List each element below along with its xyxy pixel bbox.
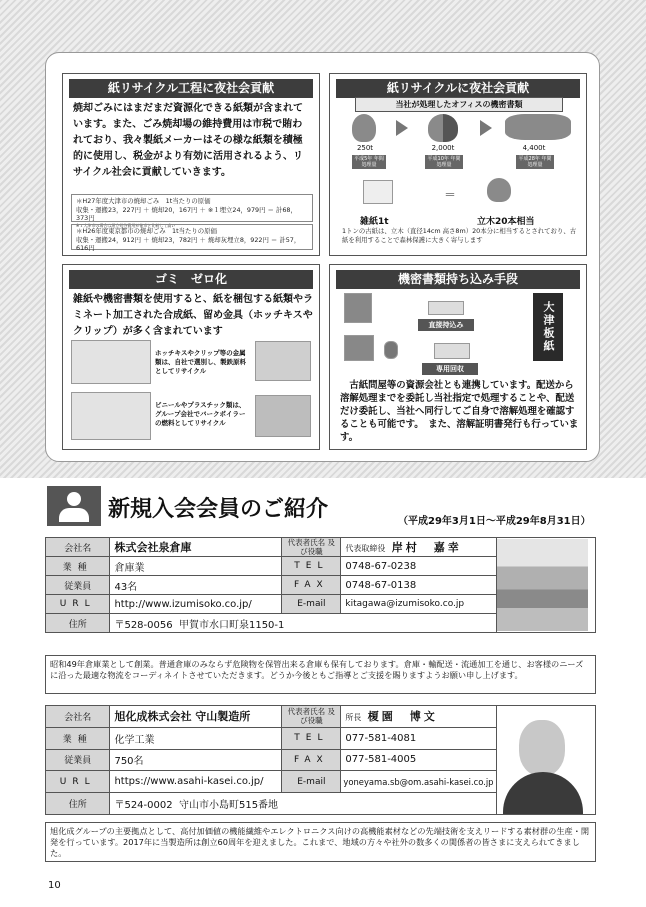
address-label: 住所 [46,793,110,815]
tree-icon [428,114,458,142]
note-h26-title: ＊H26年度東京都市の焼却ごみ 1t当たりの原価 [76,227,217,235]
email-label: E-mail [282,771,341,793]
employees-value: 750名 [110,749,282,771]
portrait-photo [497,706,596,815]
box-recycle-contribution [62,73,320,256]
note-h26-line: 収集・運搬24，912円 ＋ 焼却23，782円 ＋ 焼却灰埋立8，922円 ＝ 計57，616円 [76,235,301,253]
industry-label: 業種 [62,734,93,745]
direct-delivery-label: 直接持込み [418,319,474,331]
box-body: 雑紙や機密書類を使用すると、紙を梱包する紙類やラミネート加工された合成紙、留め金具（ホッチキスやクリップ）が多く含まれています [73,294,313,337]
url-label: URL [59,599,96,609]
stat-2000t: 2,000t [431,144,455,152]
postal-code: 〒528-0056 [114,619,173,631]
vinyl-caption: ビニールやプラスチック類は、グループ会社でバークボイラーの燃料としてリサイクル [155,401,246,427]
destination-label: 大津板紙 [533,293,563,361]
clip-caption: ホッチキスやクリップ等の金属類は、自社で選別し、製鉄原料としてリサイクル [155,349,246,375]
tree-icon [352,114,376,142]
rep-label: 代表者氏名 及び役職 [282,538,341,557]
clip-waste-photo [255,341,311,381]
label-h10: 平成10年 年間処理量 [425,155,463,169]
collection-label: 専用回収 [422,363,478,375]
fax-label: FAX [294,580,329,590]
box-body: 古紙問屋等の資源会社とも連携しています。配送から溶解処理までを委託し当社指定で処理することや、配送だけ委託し、当社へ同行してご自身で溶解処理を確認することも可能です。 また、溶解証明書発行も行っています。 [340,380,579,443]
rep-label: 代表者氏名 及び役職 [282,706,341,728]
vinyl-photo [71,392,151,440]
member-table-2 [45,705,596,815]
member-description-1: 昭和49年倉庫業として創業。普通倉庫のみならず危険物を保管出来る倉庫も保有しております。倉庫・輸配送・流通加工を通じ、お客様のニーズに沿った最適な物流をコーディネイトさせていただきます。どうか今後ともご指導とご支援を賜りますようお願い申し上げます。 [45,655,596,694]
arrow-icon [480,120,492,136]
rep-person: 榎園 博文 [367,710,438,724]
subheading: 当社が処理したオフィスの機密書類 [355,97,563,112]
industry-value: 化学工業 [110,727,282,749]
box-zero-waste [62,264,320,450]
fax-value: 077-581-4005 [341,749,497,771]
tel-value: 0748-67-0238 [341,557,497,576]
page-title: 新規入会会員のご紹介 [108,497,329,522]
email-value[interactable]: kitagawa@izumisoko.co.jp [341,595,497,614]
box-heading: 紙リサイクル工程に夜社会貢献 [69,79,313,98]
member-table-1 [45,537,596,633]
office-building-icon [344,293,372,323]
paper-label: 雑紙1t [360,217,389,227]
equals-sign: ＝ [443,188,456,202]
company-photo [497,538,596,633]
box-heading: 紙リサイクルに夜社会貢献 [336,79,580,98]
company-label: 会社名 [46,538,110,557]
stat-250t: 250t [356,144,374,152]
box-body: 焼却ごみにはまだまだ資源化できる紙類が含まれています。また、ごみ焼却場の維持費用は市税で賄われており、我々製紙メーカーはその様な紙類を積極的に使用し、税金がより有効に活用されるよう、リサイクル社会に貢献していきます。 [73,103,303,178]
tree-icon [487,178,511,202]
rep-title: 代表取締役 [345,544,386,553]
employees-label: 従業員 [46,576,110,595]
label-h28: 平成28年 年間処理量 [516,155,554,169]
car-icon [428,301,464,315]
fax-label: FAX [294,754,329,765]
vinyl-waste-photo [255,395,311,437]
note-h26 [71,224,313,253]
arrow-icon [396,120,408,136]
stat-4400t: 4,400t [522,144,546,152]
tel-label: TEL [294,733,329,744]
employees-value: 43名 [110,576,282,595]
postal-code: 〒524-0002 [114,800,173,812]
industry-label: 業種 [62,562,93,573]
box-heading: ゴミ ゼロ化 [69,270,313,289]
member-icon [47,486,101,526]
period: （平成29年3月1日～平成29年8月31日） [398,516,591,527]
truck-icon [434,343,470,359]
fax-value: 0748-67-0138 [341,576,497,595]
company-name: 株式会社泉倉庫 [110,538,282,557]
address-value [110,793,497,815]
label-h5: 平成5年 年間処理量 [352,155,386,169]
member-description-2: 旭化成グループの主要拠点として、高付加価値の機能繊維やエレクトロニクス向けの高機能素材などの先端技術を支えリードする素材群の生産・開発を行っています。2017年に当製造所は創立60周年を迎えました。これまで、地域の方々や社外の数多くの関係者の皆さまに支えられてきました。 [45,822,596,862]
company-name: 旭化成株式会社 守山製造所 [110,706,282,728]
rep-name [341,706,497,728]
note-h27-line: 収集・運搬23，227円 ＋ 焼却20，167円 ＋ ※１埋立24，979円 ＝ 計68，373円 [76,205,297,223]
url-value[interactable]: http://www.izumisoko.co.jp/ [110,595,282,614]
url-label: URL [59,776,96,787]
factory-icon [344,335,374,361]
industry-value: 倉庫業 [110,557,282,576]
tree-icon [505,114,571,140]
box-caption: 1トンの古紙は、立木（直径14cm 高さ8m）20本分に相当するとされており、古紙を利用することで森林保護に大きく寄与します [342,227,577,244]
url-value[interactable]: https://www.asahi-kasei.co.jp/ [110,771,282,793]
box-confidential-delivery [329,264,587,450]
trees-label: 立木20本相当 [477,217,535,227]
tel-value: 077-581-4081 [341,727,497,749]
email-value[interactable]: yoneyama.sb@om.asahi-kasei.co.jp [341,771,497,793]
clip-photo [71,340,151,384]
address-text: 甲賀市水口町泉1150-1 [178,619,285,631]
email-label: E-mail [282,595,341,614]
paper-stack-icon [363,180,393,204]
employees-label: 従業員 [46,749,110,771]
tel-label: TEL [294,561,329,571]
address-label: 住所 [46,614,110,633]
box-recycle-forest [329,73,587,256]
rep-person: 岸村 嘉幸 [391,541,462,554]
rep-title: 所長 [345,713,362,723]
page-number: 10 [48,880,61,891]
note-h27 [71,194,313,228]
box-heading: 機密書類持ち込み手段 [336,270,580,289]
rep-name [341,538,497,557]
address-text: 守山市小島町515番地 [178,800,279,812]
address-value [110,614,497,633]
note-h27-sub: ※１大津市の場合は埋立処分費用が他市と比較して高い [76,222,176,228]
note-h27-title: ＊H27年度大津市の焼却ごみ 1t当たりの原価 [76,197,211,205]
person-icon [384,341,398,359]
company-label: 会社名 [46,706,110,728]
